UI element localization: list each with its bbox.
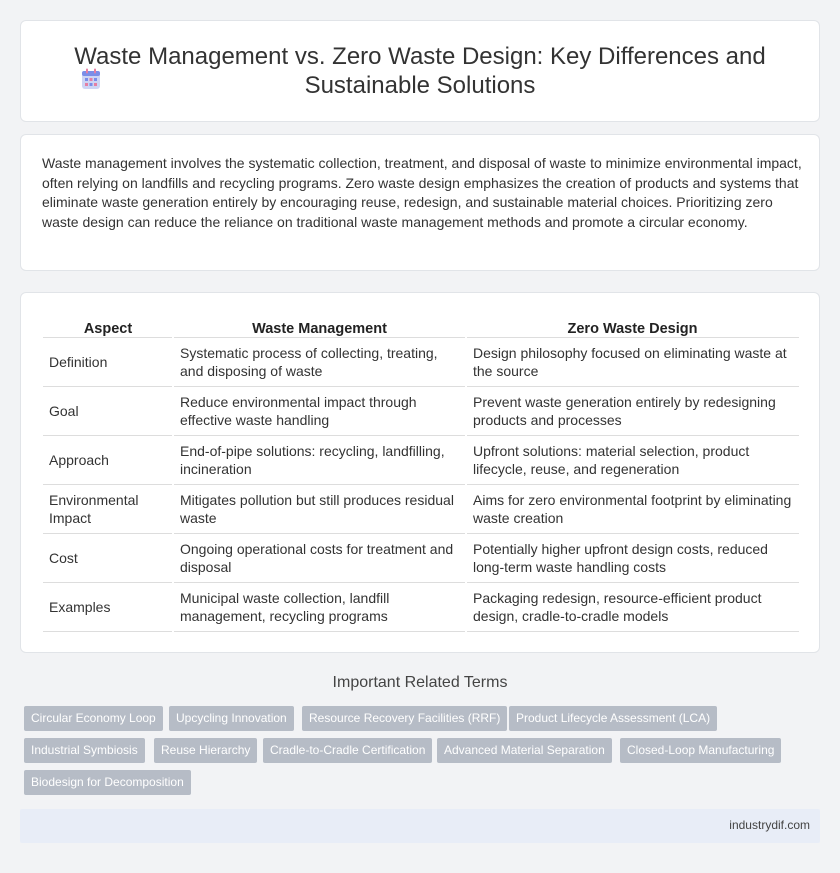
- header-aspect: Aspect: [43, 315, 173, 337]
- page-title: Waste Management vs. Zero Waste Design: Key Differences and Sustainable Solutions: [74, 43, 766, 99]
- waste-management-cell: Ongoing operational costs for treatment and disposal: [173, 533, 466, 582]
- zero-waste-cell: Design philosophy focused on eliminating waste at the source: [466, 337, 799, 386]
- table-row: [43, 386, 799, 435]
- aspect-cell: Goal: [43, 386, 173, 435]
- table-row: [43, 484, 799, 533]
- related-terms-heading: Important Related Terms: [332, 674, 508, 691]
- related-term-tag[interactable]: Advanced Material Separation: [437, 738, 612, 763]
- waste-management-cell: End-of-pipe solutions: recycling, landfilling, incineration: [173, 435, 466, 484]
- table-header-row: [43, 315, 799, 337]
- table-row: [43, 435, 799, 484]
- aspect-cell: Environmental Impact: [43, 484, 173, 533]
- header-zero-waste-design: Zero Waste Design: [466, 315, 799, 337]
- table-row: [43, 582, 799, 631]
- related-term-tag[interactable]: Resource Recovery Facilities (RRF): [302, 706, 507, 731]
- header-waste-management: Waste Management: [173, 315, 466, 337]
- related-term-tag[interactable]: Industrial Symbiosis: [24, 738, 145, 763]
- related-term-tag[interactable]: Reuse Hierarchy: [154, 738, 257, 763]
- aspect-cell: Examples: [43, 582, 173, 631]
- related-term-tag[interactable]: Product Lifecycle Assessment (LCA): [509, 706, 717, 731]
- related-term-tag[interactable]: Circular Economy Loop: [24, 706, 163, 731]
- related-term-tag[interactable]: Biodesign for Decomposition: [24, 770, 191, 795]
- header-card: [20, 20, 820, 122]
- table-row: [43, 337, 799, 386]
- comparison-table: [43, 315, 799, 632]
- footer: [20, 809, 820, 843]
- aspect-cell: Definition: [43, 337, 173, 386]
- waste-management-cell: Mitigates pollution but still produces residual waste: [173, 484, 466, 533]
- zero-waste-cell: Packaging redesign, resource-efficient product design, cradle-to-cradle models: [466, 582, 799, 631]
- zero-waste-cell: Potentially higher upfront design costs, reduced long-term waste handling costs: [466, 533, 799, 582]
- related-term-tag[interactable]: Upcycling Innovation: [169, 706, 294, 731]
- waste-management-cell: Systematic process of collecting, treating, and disposing of waste: [173, 337, 466, 386]
- related-term-tag[interactable]: Cradle-to-Cradle Certification: [263, 738, 432, 763]
- zero-waste-cell: Aims for zero environmental footprint by eliminating waste creation: [466, 484, 799, 533]
- zero-waste-cell: Prevent waste generation entirely by redesigning products and processes: [466, 386, 799, 435]
- footer-site-link[interactable]: industrydif.com: [729, 818, 810, 832]
- zero-waste-cell: Upfront solutions: material selection, product lifecycle, reuse, and regeneration: [466, 435, 799, 484]
- aspect-cell: Approach: [43, 435, 173, 484]
- waste-management-cell: Municipal waste collection, landfill management, recycling programs: [173, 582, 466, 631]
- intro-paragraph: Waste management involves the systematic collection, treatment, and disposal of waste to minimize environmental impact, often relying on landfills and recycling programs. Zero waste design emphasizes the creation of products and systems that eliminate waste generation entirely by encouraging reuse, redesign, and sustainable material choices. Prioritizing zero waste design can reduce the reliance on traditional waste management methods and promote a circular economy.: [42, 155, 802, 230]
- comparison-card: [20, 292, 820, 653]
- related-term-tag[interactable]: Closed-Loop Manufacturing: [620, 738, 781, 763]
- waste-management-cell: Reduce environmental impact through effective waste handling: [173, 386, 466, 435]
- aspect-cell: Cost: [43, 533, 173, 582]
- intro-card: [20, 134, 820, 271]
- table-row: [43, 533, 799, 582]
